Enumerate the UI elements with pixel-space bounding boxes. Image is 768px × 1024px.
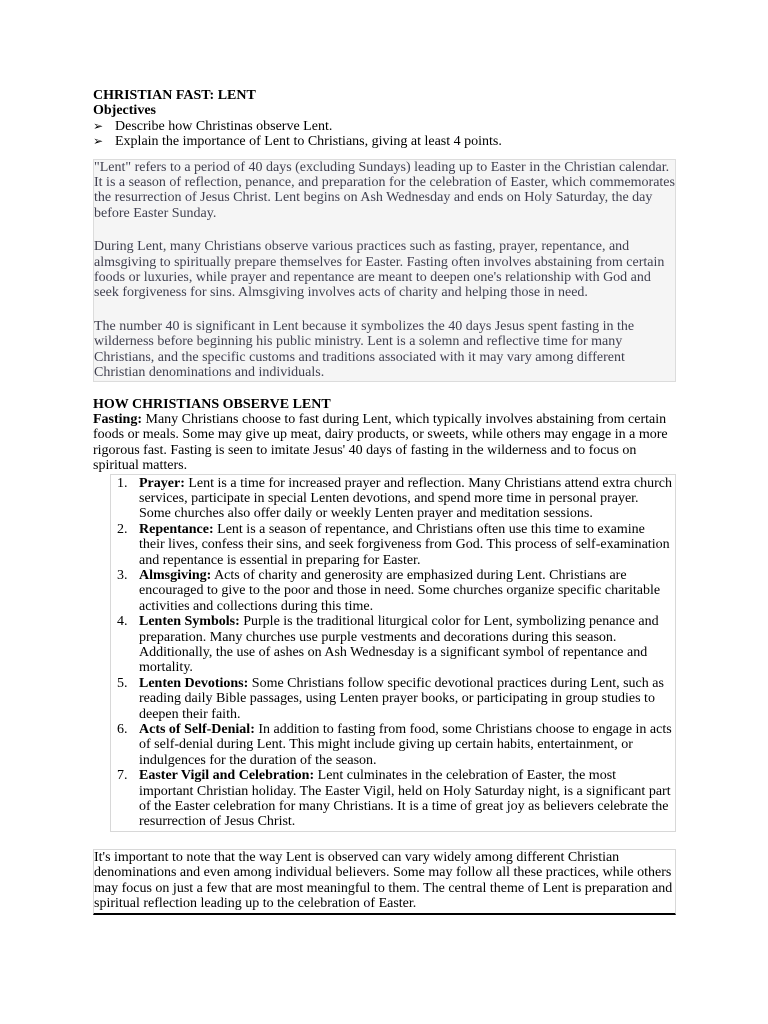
practice-text: Some Christians follow specific devotional practices during Lent, such as reading daily Bible passages, using Lenten prayer books, or participating in group studies to deepen their faith. [139, 675, 664, 722]
closing-paragraph: It's important to note that the way Lent is observed can vary widely among different Christian denominations and even among individual believers. Some may follow all these practices, while others may focus on just a few that are most meaningful to them. The central theme of Lent is preparation and spiritual reflection leading up to the celebration of Easter. [94, 849, 673, 912]
practice-item-prayer [111, 476, 675, 522]
practice-text: Acts of charity and generosity are emphasized during Lent. Christians are encouraged to give to the poor and those in need. Some churches organize specific charitable activities and collections during this time. [139, 567, 661, 614]
practice-text: Lent is a time for increased prayer and reflection. Many Christians attend extra church services, participate in special Lenten devotions, and spend more time in personal prayer. Some churches also offer daily or weekly Lenten prayer and meditation sessions. [139, 475, 672, 522]
fasting-paragraph [93, 412, 676, 474]
practice-number: 1. [117, 475, 128, 491]
document-page [93, 88, 676, 915]
practice-term: Easter Vigil and Celebration: [139, 768, 315, 784]
practice-item-self-denial [111, 722, 675, 768]
practice-term: Lenten Devotions: [139, 675, 249, 691]
closing-box [93, 849, 676, 915]
practice-number: 3. [117, 567, 128, 583]
objective-text: Describe how Christinas observe Lent. [115, 118, 333, 134]
arrow-bullet-icon: ➢ [93, 134, 104, 149]
document-title: CHRISTIAN FAST: LENT [93, 88, 256, 103]
practice-item-lenten-symbols [111, 614, 675, 676]
intro-paragraph: The number 40 is significant in Lent because it symbolizes the 40 days Jesus spent fasting in the wilderness before beginning his public ministry. Lent is a solemn and reflective time for many Christians, and the specific customs and traditions associated with it may vary among different Christian denominations and individuals. [94, 318, 635, 381]
practice-number: 7. [117, 768, 128, 784]
intro-box [93, 159, 676, 382]
intro-paragraph: During Lent, many Christians observe various practices such as fasting, prayer, repentance, and almsgiving to spiritually prepare themselves for Easter. Fasting often involves abstaining from certain foods or luxuries, while prayer and repentance are meant to deepen one's relationship with God and seek forgiveness for sins. Almsgiving involves acts of charity and helping those in need. [94, 239, 665, 301]
fasting-text: Many Christians choose to fast during Lent, which typically involves abstaining from certain foods or meals. Some may give up meat, dairy products, or sweets, while others may engage in a more rigorous fast. Fasting is seen to imitate Jesus' 40 days of fasting in the wilderness and to focus on spiritual matters. [93, 411, 668, 474]
practice-term: Almsgiving: [139, 567, 212, 583]
practices-list [111, 476, 675, 830]
practice-term: Repentance: [139, 521, 214, 537]
practice-text: Lent culminates in the celebration of Easter, the most important Christian holiday. The Easter Vigil, held on Holy Saturday night, is a significant part of the Easter celebration for many Christians. It is a time of great joy as believers celebrate the resurrection of Jesus Christ. [139, 768, 671, 830]
fasting-term: Fasting: [93, 411, 142, 427]
objective-text: Explain the importance of Lent to Christians, giving at least 4 points. [115, 134, 502, 150]
objectives-heading: Objectives [93, 103, 156, 119]
practice-text: Purple is the traditional liturgical color for Lent, symbolizing penance and preparation. Many churches use purple vestments and decorations during this season. Additionally, the use of ashes on Ash Wednesday is a significant symbol of repentance and mortality. [139, 614, 659, 676]
objective-item [93, 134, 676, 149]
practice-term: Acts of Self-Denial: [139, 722, 255, 738]
practice-number: 6. [117, 722, 128, 738]
objectives-list [93, 119, 676, 150]
practice-text: In addition to fasting from food, some Christians choose to engage in acts of self-denial during Lent. This might include giving up certain habits, entertainment, or indulgences for the duration of the season. [139, 722, 672, 768]
practice-item-easter-vigil [111, 768, 675, 830]
practice-number: 5. [117, 675, 128, 691]
observe-heading: HOW CHRISTIANS OBSERVE LENT [93, 396, 331, 412]
practice-item-lenten-devotions [111, 676, 675, 722]
practice-item-repentance [111, 522, 675, 568]
practice-item-almsgiving [111, 568, 675, 614]
practice-term: Prayer: [139, 475, 185, 491]
practice-term: Lenten Symbols: [139, 614, 240, 630]
arrow-bullet-icon: ➢ [93, 118, 104, 133]
objective-item [93, 119, 676, 134]
practice-number: 2. [117, 521, 128, 537]
practice-number: 4. [117, 614, 128, 630]
intro-paragraph: "Lent" refers to a period of 40 days (excluding Sundays) leading up to Easter in the Christian calendar. It is a season of reflection, penance, and preparation for the celebration of Easter, which commemorates the resurrection of Jesus Christ. Lent begins on Ash Wednesday and ends on Holy Saturday, the day before Easter Sunday. [94, 159, 675, 221]
practice-text: Lent is a season of repentance, and Christians often use this time to examine their lives, confess their sins, and seek forgiveness from God. This process of self-examination and repentance is essential in preparing for Easter. [139, 521, 670, 568]
practices-box [110, 474, 676, 832]
